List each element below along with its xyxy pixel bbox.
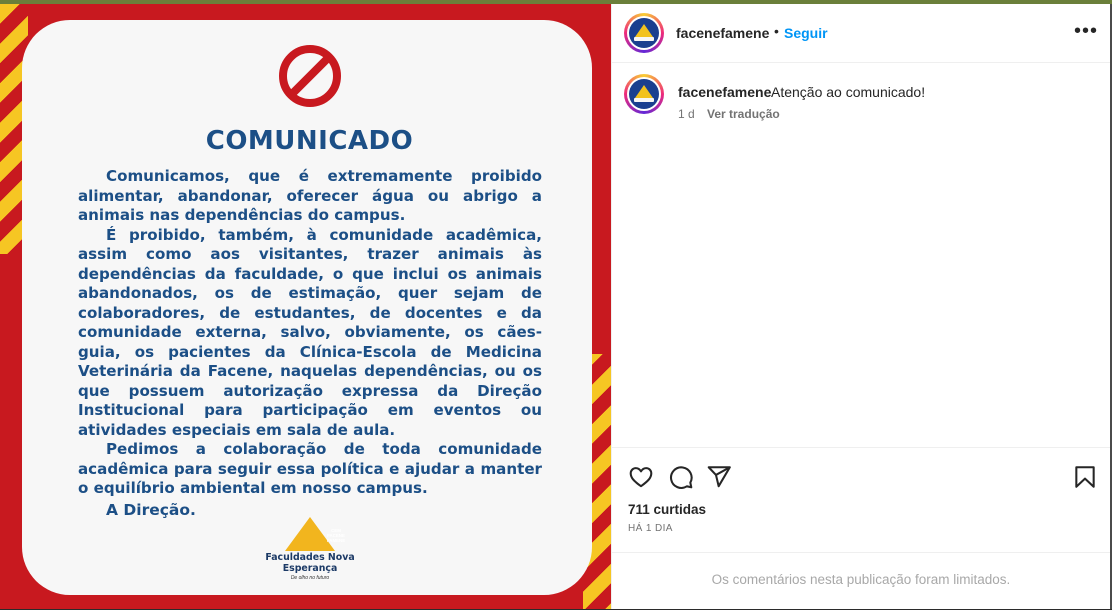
logo-triangle (285, 517, 346, 551)
comment-icon[interactable] (668, 464, 694, 490)
post-date[interactable]: HÁ 1 DIA (628, 523, 673, 534)
notice-paragraph: Comunicamos, que é extremamente proibido alimentar, abandonar, oferecer água ou abrigo a animais nas dependências do campus. (78, 167, 542, 224)
post-actions (612, 447, 1110, 508)
prohibited-icon (278, 44, 342, 108)
comments-limited-notice: Os comentários nesta publicação foram limitados. (711, 572, 1011, 587)
avatar-logo-icon (629, 18, 659, 48)
header-username[interactable]: facenefamene (676, 25, 770, 41)
notice-body (78, 167, 542, 499)
share-icon[interactable] (706, 464, 732, 490)
follow-button[interactable]: Seguir (784, 25, 828, 41)
avatar-logo-icon (629, 79, 659, 109)
caption-text: Atenção ao comunicado! (771, 84, 926, 100)
post-modal (0, 4, 1110, 609)
notice-card (22, 20, 592, 595)
more-options-icon[interactable]: ••• (1074, 20, 1099, 42)
header-separator: • (774, 23, 779, 39)
logo-slogan: De olho no futuro (290, 575, 330, 581)
post-side-panel (611, 4, 1110, 609)
heart-icon[interactable] (628, 464, 654, 490)
notice-title: COMUNICADO (205, 126, 414, 156)
comments-footer (612, 552, 1110, 610)
caption-username[interactable]: facenefamene (678, 84, 772, 100)
bookmark-icon[interactable] (1072, 464, 1098, 490)
caption-time[interactable]: 1 d (678, 107, 695, 121)
logo-name-line1: Faculdades Nova (265, 552, 355, 563)
caption-avatar[interactable] (624, 74, 664, 114)
institution-logo (260, 517, 360, 581)
logo-name-line2: Esperança (282, 562, 338, 574)
notice-paragraph: Pedimos a colaboração de toda comunidade acadêmica para seguir essa política e ajudar a manter o equilíbrio ambiental em nosso campus. (78, 440, 542, 497)
avatar[interactable] (624, 13, 664, 53)
post-header (612, 4, 1110, 63)
likes-count[interactable]: 711 curtidas (628, 502, 707, 517)
post-image[interactable] (0, 4, 611, 609)
logo-triangle-text: CEM FACENE FAMENE (326, 528, 346, 543)
notice-signature: A Direção. (106, 501, 196, 519)
notice-paragraph: É proibido, também, à comunidade acadêmica, assim como aos visitantes, trazer animais às dependências da faculdade, o que inclui os animais abandonados, os de estimação, quer sejam de colaboradores, de estudantes, de docentes e da comunidade externa, salvo, obviamente, os cães-guia, os pacientes da Clínica-Escola de Medicina Veterinária da Facene, naquelas dependências, ou os que possuem autorização expressa da Direção Institucional para participação em eventos ou atividades especiais em sala de aula. (78, 225, 542, 439)
see-translation-link[interactable]: Ver tradução (707, 107, 780, 121)
